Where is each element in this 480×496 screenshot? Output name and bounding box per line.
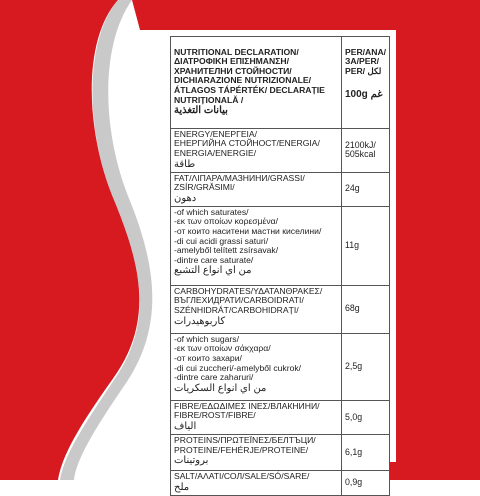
table-row-saturates [171,206,390,285]
nutrition-title [171,37,342,129]
right-red-band [396,0,480,480]
row-label: FIBRE/ΕΔΩΔΙΜΕΣ ΙΝΕΣ/ВЛАКНИНИ/ FIBRE/ROST/FIBRE/ الياف [171,400,342,434]
row-value: 6,1g [342,434,390,470]
row-value: 11g [342,206,390,285]
row-value: 0,9g [342,470,390,495]
row-value: 2,5g [342,333,390,400]
nutrition-title-text: NUTRITIONAL DECLARATION/ ΔΙΑΤΡΟΦΙΚΗ ΕΠΙΣΗΜΑΝΣΗ/ ХРАНИТЕЛНИ СТОЙНОСТИ/ DICHIARAZIONE NUTRIZIONALE/ ÁTLAGOS TÁPÉRTÉK/ DECLARAȚIE NUTRIȚIONALĂ / [174,46,325,105]
table-row-salt [171,470,390,495]
table-row-carbohydrates [171,285,390,333]
per-100g: 100g غم [345,89,383,101]
left-red-swoosh [0,0,139,480]
row-label: -of which saturates/ -εκ των οποίων κορεσμένα/ -от които наситени мастни киселини/ -di cui acidi grassi saturi/ -amelyből telített zsírsavak/ -dintre care saturate/ من اي انواع التشبع [171,206,342,285]
table-row-sugars [171,333,390,400]
row-label: -of which sugars/ -εκ των οποίων σάκχαρα/ -от които захари/ -di cui zuccheri/-amelyből cukrok/ -dintre care zaharuri/ من اي انواع السكريات [171,333,342,400]
row-label: SALT/ΑΛΑΤΙ/СОЛ/SALE/SÓ/SARE/ ملح [171,470,342,495]
table-row-energy [171,128,390,172]
row-value: 5,0g [342,400,390,434]
row-value: 2100kJ/ 505kcal [342,128,390,172]
table-row-fat [171,172,390,206]
row-label: ENERGY/ΕΝΕΡΓΕΙΑ/ ЕНЕРГИЙНА СТОЙНОСТ/ENERGIA/ ENERGIA/ENERGIE/ طاقة [171,128,342,172]
row-label: FAT/ΛΙΠΑΡΑ/МАЗНИНИ/GRASSI/ ZSÍR/GRĂSIMI/ دهون [171,172,342,206]
nutrition-table [170,36,390,496]
table-header-row [171,37,390,129]
row-value: 24g [342,172,390,206]
per-header-text: PER/ANA/ ЗА/PER/ PER/ لكل [345,46,387,76]
row-label: CARBOHYDRATES/ΥΔΑΤΑΝΘΡΑΚΕΣ/ ВЪГЛЕХИДРАТИ/CARBOIDRATI/ SZÉNHIDRÁT/CARBOHIDRAȚI/ كاربوهيدرات [171,285,342,333]
per-header [342,37,390,129]
nutrition-title-arabic: بيانات التغذية [174,105,228,117]
row-value: 68g [342,285,390,333]
table-row-fibre [171,400,390,434]
row-label: PROTEINS/ΠΡΩΤΕΪΝΕΣ/БЕЛТЪЦИ/ PROTEINE/FEHÉRJE/PROTEINE/ بروتينات [171,434,342,470]
table-row-proteins [171,434,390,470]
